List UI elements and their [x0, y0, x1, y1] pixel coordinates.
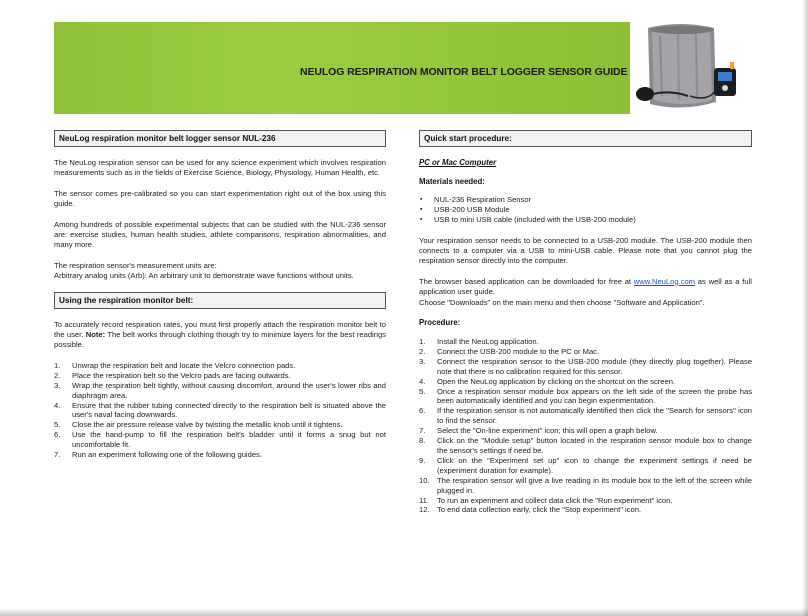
page-shadow-right: [802, 0, 808, 616]
materials-list: [419, 195, 752, 226]
materials-label: Materials needed:: [419, 177, 485, 186]
list-item: 6. Use the hand-pump to fill the respiration belt's bladder until it forms a snug but not uncomfortable fit.: [54, 430, 386, 450]
list-item: 2. Connect the USB-200 module to the PC or Mac.: [419, 346, 600, 356]
list-item: 1. Unwrap the respiration belt and locate the Velcro connection pads.: [54, 360, 296, 370]
neulog-website-link[interactable]: www.NeuLog.com: [633, 276, 696, 286]
paragraph-units-desc: Arbitrary analog units (Arb): An arbitrary unit to demonstrate wave functions without units.: [54, 271, 354, 281]
procedure-label: Procedure:: [419, 318, 461, 328]
left-column: [54, 130, 386, 460]
paragraph-calibration: The sensor comes pre-calibrated so you can start experimentation right out of the box using this guide.: [54, 188, 386, 209]
list-item: 9. Click on the "Experiment set up" icon to change the experiment settings if need be (experiment duration for example).: [419, 455, 752, 475]
paragraph-belt-intro: To accurately record respiration rates, you must first properly attach the respiration monitor belt to the user. Note: The belt works through clothing though try to minimize layers for the best readings possible.: [54, 319, 386, 350]
list-item: 1. Install the NeuLog application.: [419, 337, 539, 347]
list-item: 8. Click on the "Module setup" button located in the respiration sensor module box to change the sensor's settings if need be.: [419, 436, 752, 456]
list-item: 12. To end data collection early, click the "Stop experiment" icon.: [419, 505, 642, 515]
section-heading-sensor: NeuLog respiration monitor belt logger sensor NUL-236: [54, 130, 386, 147]
procedure-steps-list: [419, 337, 752, 515]
list-item: 5. Once a respiration sensor module box appears on the left side of the screen the probe has been automatically identified and you can begin experimentation.: [419, 386, 752, 406]
list-item: 10. The respiration sensor will give a live reading in its module box to the left of the screen while plugged in.: [419, 475, 752, 495]
list-item: 3. Connect the respiration sensor to the USB-200 module (they directly plug together). Please note that there is no calibration required for this sensor.: [419, 356, 752, 376]
list-item: 7. Select the "On-line experiment" icon; this will open a graph below.: [419, 426, 658, 436]
belt-steps-list: [54, 361, 386, 460]
page-shadow-bottom: [0, 608, 808, 616]
list-item: 6. If the respiration sensor is not automatically identified then click the "Search for sensors" icon to find the sensor.: [419, 406, 752, 426]
paragraph-downloads-menu: Choose "Downloads" on the main menu and then choose "Software and Application".: [419, 297, 705, 307]
list-item: 11. To run an experiment and collect data click the "Run experiment" icon.: [419, 495, 673, 505]
list-item: ▪ USB-200 USB Module: [419, 205, 752, 215]
paragraph-subjects: Among hundreds of possible experimental subjects that can be studied with the NUL-236 sensor are: exercise studies, human health studies, athlete comparisons, respiration abnormalities, and many more.: [54, 219, 386, 250]
platform-subheading: PC or Mac Computer: [419, 158, 497, 167]
paragraph-intro: The NeuLog respiration sensor can be used for any science experiment which involves respiration measurements such as in the fields of Exercise Science, Biology, Physiology, Human Health, etc.: [54, 158, 386, 178]
list-item: ▪ USB to mini USB cable (included with the USB-200 module): [419, 215, 752, 225]
section-heading-quickstart: Quick start procedure:: [419, 130, 752, 147]
list-item: 5. Close the air pressure release valve by twisting the metallic knob until it tightens.: [54, 420, 343, 430]
list-item: 7. Run an experiment following one of the following guides.: [54, 450, 262, 460]
list-item: 3. Wrap the respiration belt tightly, without causing discomfort, around the user's lower ribs and diaphragm area.: [54, 380, 386, 400]
list-item: ▪ NUL-236 Respiration Sensor: [419, 195, 752, 205]
document-title: NEULOG RESPIRATION MONITOR BELT LOGGER SENSOR GUIDE: [300, 66, 628, 78]
paragraph-units-label: The respiration sensor's measurement units are:: [54, 260, 217, 270]
list-item: 4. Open the NeuLog application by clicking on the shortcut on the screen.: [419, 376, 676, 386]
section-heading-belt: Using the respiration monitor belt:: [54, 292, 386, 309]
list-item: 4. Ensure that the rubber tubing connected directly to the respiration belt is situated above the user's naval facing downwards.: [54, 400, 386, 420]
product-image: [630, 22, 750, 120]
paragraph-connection: Your respiration sensor needs to be connected to a USB-200 module. The USB-200 module then connects to a computer via a USB to mini-USB cable. Please note that you cannot plug the respiration sensor directly into the computer.: [419, 235, 752, 266]
right-column: [419, 130, 752, 515]
list-item: 2. Place the respiration belt so the Velcro pads are facing outwards.: [54, 370, 291, 380]
paragraph-download: The browser based application can be downloaded for free at www.NeuLog.com as well as a full application user guide.: [419, 276, 752, 297]
